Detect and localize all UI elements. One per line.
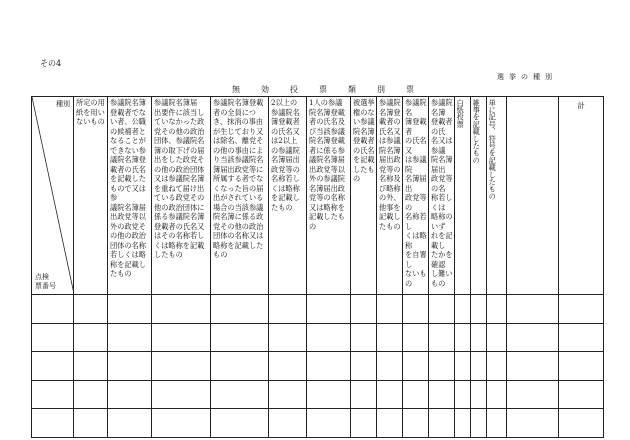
- entry-cell[interactable]: [377, 295, 403, 324]
- entry-cell[interactable]: [108, 323, 152, 352]
- entry-cell[interactable]: [211, 323, 269, 352]
- entry-cell[interactable]: [455, 409, 471, 438]
- entry-cell[interactable]: [429, 352, 455, 381]
- entry-cell[interactable]: [74, 352, 108, 381]
- entry-cell[interactable]: [32, 409, 74, 438]
- entry-cell[interactable]: [152, 323, 211, 352]
- entry-cell[interactable]: [307, 295, 351, 324]
- table-row: [32, 352, 604, 381]
- entry-cell[interactable]: [471, 323, 487, 352]
- form-label: その4: [40, 59, 62, 68]
- entry-cell[interactable]: [108, 409, 152, 438]
- col-header-10: 参議院名簿 登載者の氏 名又は参議 院名簿届出 政党等の名 称若しくは 略称のいず れを記載し たかを確認 し難いもの: [429, 97, 455, 295]
- entry-cell[interactable]: [471, 380, 487, 409]
- entry-cell[interactable]: [403, 295, 429, 324]
- table-row: [32, 409, 604, 438]
- entry-cell[interactable]: [307, 380, 351, 409]
- entry-cell[interactable]: [559, 295, 604, 324]
- entry-cell[interactable]: [108, 295, 152, 324]
- entry-cell[interactable]: [487, 380, 507, 409]
- entry-cell[interactable]: [455, 380, 471, 409]
- entry-cell[interactable]: [559, 352, 604, 381]
- col-header-1: 所定の用 紙を用い ないもの: [74, 97, 108, 295]
- entry-cell[interactable]: [74, 323, 108, 352]
- entry-cell[interactable]: [307, 323, 351, 352]
- entry-cell[interactable]: [429, 295, 455, 324]
- entry-cell[interactable]: [351, 295, 377, 324]
- corner-diagonal: [32, 97, 74, 294]
- entry-cell[interactable]: [269, 352, 307, 381]
- entry-cell[interactable]: [507, 380, 559, 409]
- col-header-13: 単に記号、符号を記載したもの: [487, 97, 507, 295]
- table-row: [32, 323, 604, 352]
- entry-cell[interactable]: [32, 295, 74, 324]
- total-header: 計: [559, 97, 604, 295]
- table-row: [32, 295, 604, 324]
- col-header-blank: [507, 97, 559, 295]
- entry-cell[interactable]: [351, 323, 377, 352]
- entry-cell[interactable]: [403, 352, 429, 381]
- invalid-vote-table: [31, 96, 604, 438]
- entry-cell[interactable]: [211, 380, 269, 409]
- col-header-8: 参議院 名簿登 載者の 氏名又 は参議 院名簿 届出政 党等の 名称及 び略称 の外、 他事を 記載し たもの: [377, 97, 403, 295]
- col-header-9: 参議院名 簿登載者 の氏名又 は参議院 名簿届出 政党等の 名称若し くは略称 を自署し ないもの: [403, 97, 429, 295]
- entry-cell[interactable]: [455, 295, 471, 324]
- table-row: [32, 380, 604, 409]
- corner-check-label: 点検 票番号: [35, 273, 56, 290]
- entry-cell[interactable]: [351, 409, 377, 438]
- entry-cell[interactable]: [429, 323, 455, 352]
- entry-cell[interactable]: [307, 352, 351, 381]
- entry-cell[interactable]: [377, 352, 403, 381]
- entry-cell[interactable]: [269, 380, 307, 409]
- entry-cell[interactable]: [455, 323, 471, 352]
- col-header-3: 参議院名簿届 出要件に該当し ていなかった政 党その他の政治 団体、参議院名 簿の取下げの届 出をした政党そ の他の政治団体 又は参議院名簿 を重ねて届け出 ている政党その 他の政治団体に 係る参議院名簿 登載者の氏名又 はその名称若し くは略称を記載 したもの: [152, 97, 211, 295]
- entry-cell[interactable]: [471, 295, 487, 324]
- entry-cell[interactable]: [152, 352, 211, 381]
- entry-cell[interactable]: [559, 409, 604, 438]
- entry-cell[interactable]: [211, 409, 269, 438]
- entry-cell[interactable]: [269, 295, 307, 324]
- entry-cell[interactable]: [351, 352, 377, 381]
- corner-kind-label: 種別: [56, 100, 70, 108]
- entry-cell[interactable]: [269, 323, 307, 352]
- entry-cell[interactable]: [507, 295, 559, 324]
- col-header-12: 雑事を記載したもの: [471, 97, 487, 295]
- entry-cell[interactable]: [403, 409, 429, 438]
- entry-cell[interactable]: [455, 352, 471, 381]
- col-header-5: 2以上の 参議院名 簿登載者 の氏名又 は2以上 の参議院 名簿届出 政党等の 名称若し くは略称 を記載し たもの: [269, 97, 307, 295]
- entry-cell[interactable]: [471, 409, 487, 438]
- entry-cell[interactable]: [108, 352, 152, 381]
- entry-cell[interactable]: [403, 323, 429, 352]
- entry-cell[interactable]: [377, 380, 403, 409]
- election-kind-label: 選挙の種別: [497, 73, 557, 81]
- entry-cell[interactable]: [74, 380, 108, 409]
- entry-cell[interactable]: [32, 323, 74, 352]
- entry-cell[interactable]: [152, 295, 211, 324]
- entry-cell[interactable]: [507, 352, 559, 381]
- header-row: [32, 97, 604, 295]
- entry-cell[interactable]: [74, 295, 108, 324]
- entry-cell[interactable]: [429, 380, 455, 409]
- entry-cell[interactable]: [487, 323, 507, 352]
- entry-cell[interactable]: [108, 380, 152, 409]
- col-header-2: 参議院名簿 登載者でな い者、公職 の候補者と なることが できない参 議院名簿登 載者の氏名 を記載した もので又は参 議院名簿届 出政党等以 外の政党そ の他の政治 団体の名称 若しくは略 称を記載し たもの: [108, 97, 152, 295]
- entry-cell[interactable]: [507, 409, 559, 438]
- entry-cell[interactable]: [32, 352, 74, 381]
- entry-cell[interactable]: [152, 409, 211, 438]
- corner-cell: [32, 97, 74, 295]
- entry-cell[interactable]: [307, 409, 351, 438]
- entry-cell[interactable]: [351, 380, 377, 409]
- entry-cell[interactable]: [487, 409, 507, 438]
- entry-cell[interactable]: [152, 380, 211, 409]
- entry-cell[interactable]: [377, 323, 403, 352]
- entry-cell[interactable]: [487, 295, 507, 324]
- entry-cell[interactable]: [471, 352, 487, 381]
- col-header-6: 1人の参議 院名簿登載 者の氏名及 び当該参議 院名簿登載 者に係る参 議院名簿届 出政党等以 外の参議院 名簿届出政 党等の名称 又は略称を 記載したも の: [307, 97, 351, 295]
- entry-cell[interactable]: [403, 380, 429, 409]
- entry-cell[interactable]: [429, 409, 455, 438]
- entry-cell[interactable]: [487, 352, 507, 381]
- col-header-4: 参議院名簿登載 者の全員につ き、抹消の事由 が生じており又 は除名、離党そ の他の事由によ り当該参議院名 簿届出政党等に 所属する者でな くなった旨の届 出がされている 場合の当該参議 院名簿に係る政 党その他の政治 団体の名称又は 略称を記載した もの: [211, 97, 269, 295]
- entry-cell[interactable]: [559, 380, 604, 409]
- entry-cell[interactable]: [74, 409, 108, 438]
- col-header-7: 被選挙 権のな い参議 院名簿 登載者 の氏名 を記載 したも の: [351, 97, 377, 295]
- entry-cell[interactable]: [211, 295, 269, 324]
- entry-cell[interactable]: [211, 352, 269, 381]
- entry-cell[interactable]: [32, 380, 74, 409]
- col-header-11: 白紙投票: [455, 97, 471, 295]
- entry-cell[interactable]: [269, 409, 307, 438]
- invalid-vote-title: 無効投票類別票: [232, 85, 435, 94]
- entry-cell[interactable]: [377, 409, 403, 438]
- entry-cell[interactable]: [559, 323, 604, 352]
- entry-cell[interactable]: [507, 323, 559, 352]
